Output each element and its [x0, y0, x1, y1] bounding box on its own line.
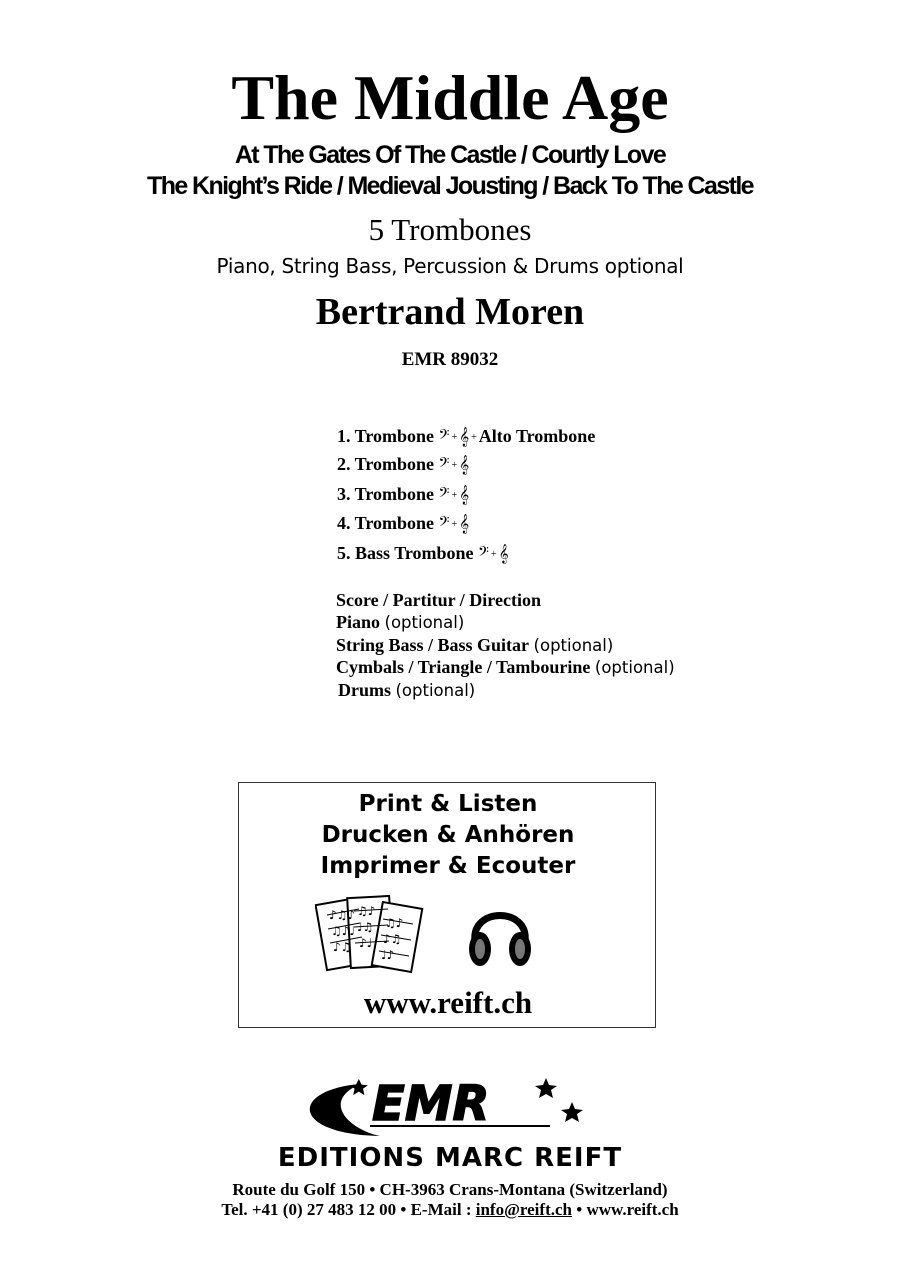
bass-clef-icon: 𝄢 [478, 544, 489, 564]
promo-line-3: Imprimer & Ecouter [320, 853, 576, 879]
subtitle-line-2: The Knight’s Ride / Medieval Jousting / Back To The Castle [147, 172, 753, 200]
treble-clef-icon: 𝄞 [459, 514, 470, 534]
phone-number: Tel. +41 (0) 27 483 12 00 [221, 1200, 397, 1219]
composer-name: Bertrand Moren [315, 291, 585, 333]
svg-text:EMR: EMR [372, 1076, 490, 1132]
footer-website[interactable]: www.reift.ch [586, 1200, 679, 1219]
bass-clef-icon: 𝄢 [438, 514, 450, 534]
part-item: 2. Trombone 𝄢 + 𝄞 [337, 454, 470, 475]
svg-text:♩♫: ♩♫ [357, 920, 374, 934]
publisher-contact: Tel. +41 (0) 27 483 12 00 • E-Mail : info@reift.ch • www.reift.ch [221, 1200, 679, 1219]
part-item: 1. Trombone 𝄢 + 𝄞 + Alto Trombone [337, 426, 596, 447]
treble-clef-icon: 𝄞 [498, 544, 509, 564]
headphones-icon [465, 893, 535, 973]
sheet-music-icon [315, 891, 427, 979]
page-title: The Middle Age [231, 62, 669, 133]
extra-part-drums: Drums (optional) [338, 680, 476, 700]
extra-part-score: Score / Partitur / Direction [336, 590, 541, 610]
promo-line-2: Drucken & Anhören [321, 822, 575, 848]
treble-clef-icon: 𝄞 [459, 427, 470, 447]
bass-clef-icon: 𝄢 [438, 427, 450, 447]
publisher-address: Route du Golf 150 • CH-3963 Crans-Montana (Switzerland) [232, 1180, 668, 1199]
catalog-number: EMR 89032 [401, 349, 499, 370]
bass-clef-icon: 𝄢 [438, 485, 450, 505]
emr-logo [300, 1072, 590, 1142]
svg-text:♪♫♪: ♪♫♪ [329, 908, 356, 922]
subtitle-line-1: At The Gates Of The Castle / Courtly Love [234, 141, 666, 169]
part-item: 4. Trombone 𝄢 + 𝄞 [337, 513, 470, 534]
email-label: E-Mail : [410, 1200, 472, 1219]
svg-text:♪♫: ♪♫ [383, 932, 402, 946]
svg-text:♫♪: ♫♪ [385, 916, 404, 930]
extra-part-percussion: Cymbals / Triangle / Tambourine (optional) [336, 657, 675, 677]
svg-text:♫♪: ♫♪ [357, 904, 376, 918]
svg-text:♩♪: ♩♪ [381, 948, 395, 962]
promo-line-1: Print & Listen [358, 791, 538, 817]
svg-text:♫♪♩: ♫♪♩ [331, 924, 356, 938]
bass-clef-icon: 𝄢 [438, 455, 450, 475]
svg-text:♪♫: ♪♫ [333, 940, 352, 954]
promo-website[interactable]: www.reift.ch [363, 985, 533, 1020]
publisher-name: EDITIONS MARC REIFT [277, 1143, 623, 1173]
part-item: 5. Bass Trombone 𝄢 + 𝄞 [337, 543, 509, 564]
extra-part-string-bass: String Bass / Bass Guitar (optional) [336, 635, 614, 655]
treble-clef-icon: 𝄞 [459, 455, 470, 475]
optional-instruments: Piano, String Bass, Percussion & Drums optional [216, 254, 684, 278]
part-item: 3. Trombone 𝄢 + 𝄞 [337, 484, 470, 505]
print-listen-box [238, 782, 656, 1028]
svg-text:♪♩: ♪♩ [359, 936, 373, 950]
treble-clef-icon: 𝄞 [459, 485, 470, 505]
email-link[interactable]: info@reift.ch [475, 1200, 572, 1219]
extra-part-piano: Piano (optional) [336, 612, 465, 632]
instrumentation: 5 Trombones [368, 212, 532, 247]
